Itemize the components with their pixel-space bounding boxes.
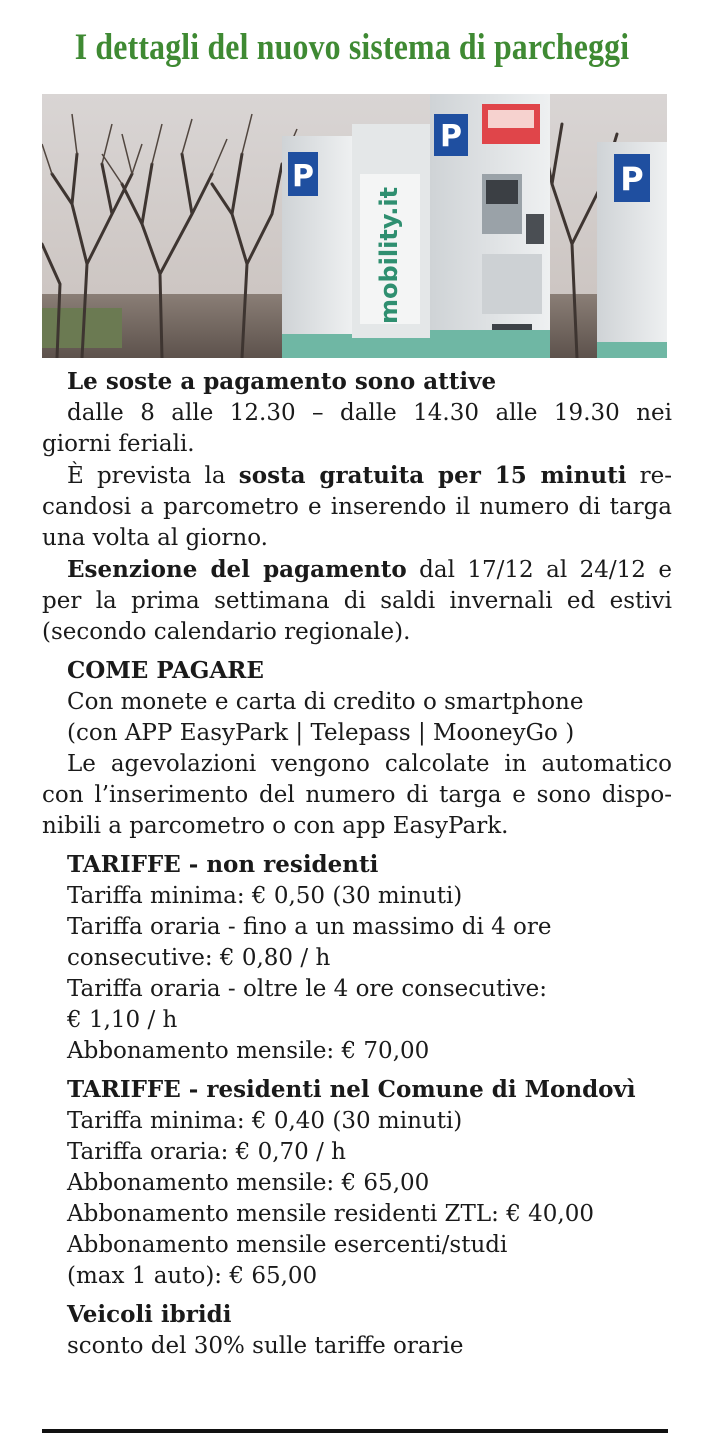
p-sign: P bbox=[440, 119, 462, 154]
tariffa-line: (max 1 auto): € 65,00 bbox=[67, 1263, 318, 1289]
p-sign: P bbox=[620, 160, 644, 198]
tariffa-line: Abbonamento mensile esercenti/studi bbox=[67, 1232, 508, 1258]
veicoli-ibridi-section bbox=[42, 1299, 672, 1362]
esenzione-line-2: per la prima settimana di saldi invernali ed estivi bbox=[42, 588, 672, 614]
parking-meters-photo bbox=[42, 94, 667, 358]
tariffa-line: Tariffa minima: € 0,40 (30 minuti) bbox=[67, 1108, 463, 1134]
esenzione-line: Esenzione del pagamento dal 17/12 al 24/12 e bbox=[67, 556, 672, 583]
bottom-divider bbox=[42, 1429, 668, 1433]
tariffa-line: Abbonamento mensile: € 65,00 bbox=[67, 1170, 430, 1196]
tariffa-line: € 1,10 / h bbox=[67, 1007, 178, 1033]
gratuita-line-2: candosi a parcometro e inserendo il numero di targa bbox=[42, 494, 672, 520]
tariffe-non-residenti-section bbox=[42, 849, 672, 1067]
come-pagare-line: Le agevolazioni vengono calcolate in automatico bbox=[67, 751, 672, 777]
tariffa-line: Tariffa oraria: € 0,70 / h bbox=[67, 1139, 346, 1165]
veicoli-ibridi-line: sconto del 30% sulle tariffe orarie bbox=[67, 1333, 464, 1359]
soste-hours: dalle 8 alle 12.30 – dalle 14.30 alle 19.30 nei bbox=[67, 400, 672, 426]
come-pagare-line: con l’inserimento del numero di targa e sono dispo- bbox=[42, 782, 672, 808]
gratuita-line: È prevista la sosta gratuita per 15 minuti re- bbox=[67, 462, 672, 489]
brand-text: mobility.it bbox=[375, 186, 403, 324]
tariffa-line: consecutive: € 0,80 / h bbox=[67, 945, 331, 971]
tariffa-line: Abbonamento mensile: € 70,00 bbox=[67, 1038, 430, 1064]
tariffe-residenti-section bbox=[42, 1074, 672, 1292]
soste-title: Le soste a pagamento sono attive bbox=[67, 368, 497, 395]
article-headline: I dettagli del nuovo sistema di parcheggi bbox=[74, 27, 630, 68]
tariffa-line: Abbonamento mensile residenti ZTL: € 40,00 bbox=[67, 1201, 595, 1227]
come-pagare-line: nibili a parcometro o con app EasyPark. bbox=[42, 813, 509, 839]
gratuita-line-3: una volta al giorno. bbox=[42, 525, 268, 551]
article-body bbox=[42, 366, 672, 1362]
tariffe-residenti-title: TARIFFE - residenti nel Comune di Mondovì bbox=[67, 1076, 636, 1103]
come-pagare-title: COME PAGARE bbox=[67, 657, 264, 684]
tariffa-line: Tariffa oraria - oltre le 4 ore consecutive: bbox=[67, 976, 547, 1002]
tariffe-non-residenti-title: TARIFFE - non residenti bbox=[67, 851, 379, 878]
tariffa-line: Tariffa oraria - fino a un massimo di 4 ore bbox=[67, 914, 552, 940]
soste-days: giorni feriali. bbox=[42, 431, 195, 457]
come-pagare-line: (con APP EasyPark | Telepass | MooneyGo ) bbox=[67, 720, 575, 746]
come-pagare-line: Con monete e carta di credito o smartphone bbox=[67, 689, 584, 715]
esenzione-line-3: (secondo calendario regionale). bbox=[42, 619, 411, 645]
veicoli-ibridi-title: Veicoli ibridi bbox=[67, 1301, 232, 1328]
tariffa-line: Tariffa minima: € 0,50 (30 minuti) bbox=[67, 883, 463, 909]
come-pagare-section bbox=[42, 655, 672, 842]
p-sign: P bbox=[292, 159, 314, 194]
